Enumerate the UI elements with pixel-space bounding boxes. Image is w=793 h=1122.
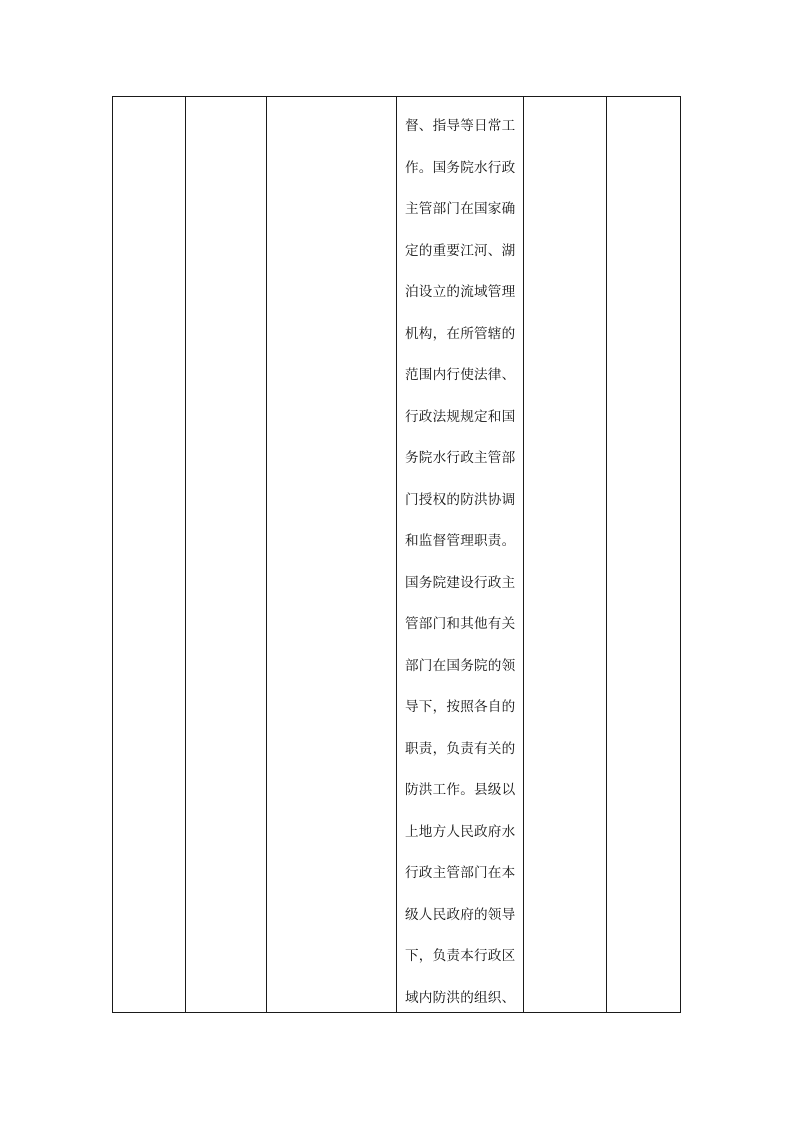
text-line: 行政法规规定和国 — [405, 408, 516, 425]
table-cell-column-4 — [397, 97, 524, 1012]
cell-text-block — [405, 106, 515, 1019]
table-cell-column-5 — [524, 97, 608, 1012]
table-cell-column-1 — [113, 97, 186, 1012]
text-line: 范围内行使法律、 — [405, 367, 516, 383]
text-line: 国务院建设行政主 — [405, 574, 516, 591]
text-line: 机构，在所管辖的 — [405, 325, 516, 342]
table-cell-column-6 — [607, 97, 680, 1012]
text-line: 主管部门在国家确 — [405, 201, 516, 217]
text-line: 和监督管理职责。 — [405, 533, 516, 549]
text-line: 职责，负责有关的 — [405, 740, 516, 757]
text-line: 作。国务院水行政 — [405, 159, 516, 176]
document-table — [112, 96, 681, 1013]
text-line: 级人民政府的领导 — [405, 906, 516, 923]
text-line: 督、指导等日常工 — [405, 118, 516, 134]
text-line: 泊设立的流域管理 — [405, 284, 516, 300]
text-line: 行政主管部门在本 — [405, 865, 516, 881]
text-line: 管部门和其他有关 — [405, 616, 516, 632]
text-line: 下，负责本行政区 — [405, 948, 516, 964]
text-line: 门授权的防洪协调 — [405, 491, 516, 508]
text-line: 域内防洪的组织、 — [405, 989, 516, 1006]
text-line: 部门在国务院的领 — [405, 657, 516, 674]
table-cell-column-2 — [186, 97, 268, 1012]
text-line: 定的重要江河、湖 — [405, 242, 516, 259]
text-line: 上地方人民政府水 — [405, 823, 516, 840]
text-line: 务院水行政主管部 — [405, 450, 516, 466]
text-line: 导下，按照各自的 — [405, 699, 516, 715]
text-line: 防洪工作。县级以 — [405, 782, 516, 798]
table-cell-column-3 — [267, 97, 397, 1012]
